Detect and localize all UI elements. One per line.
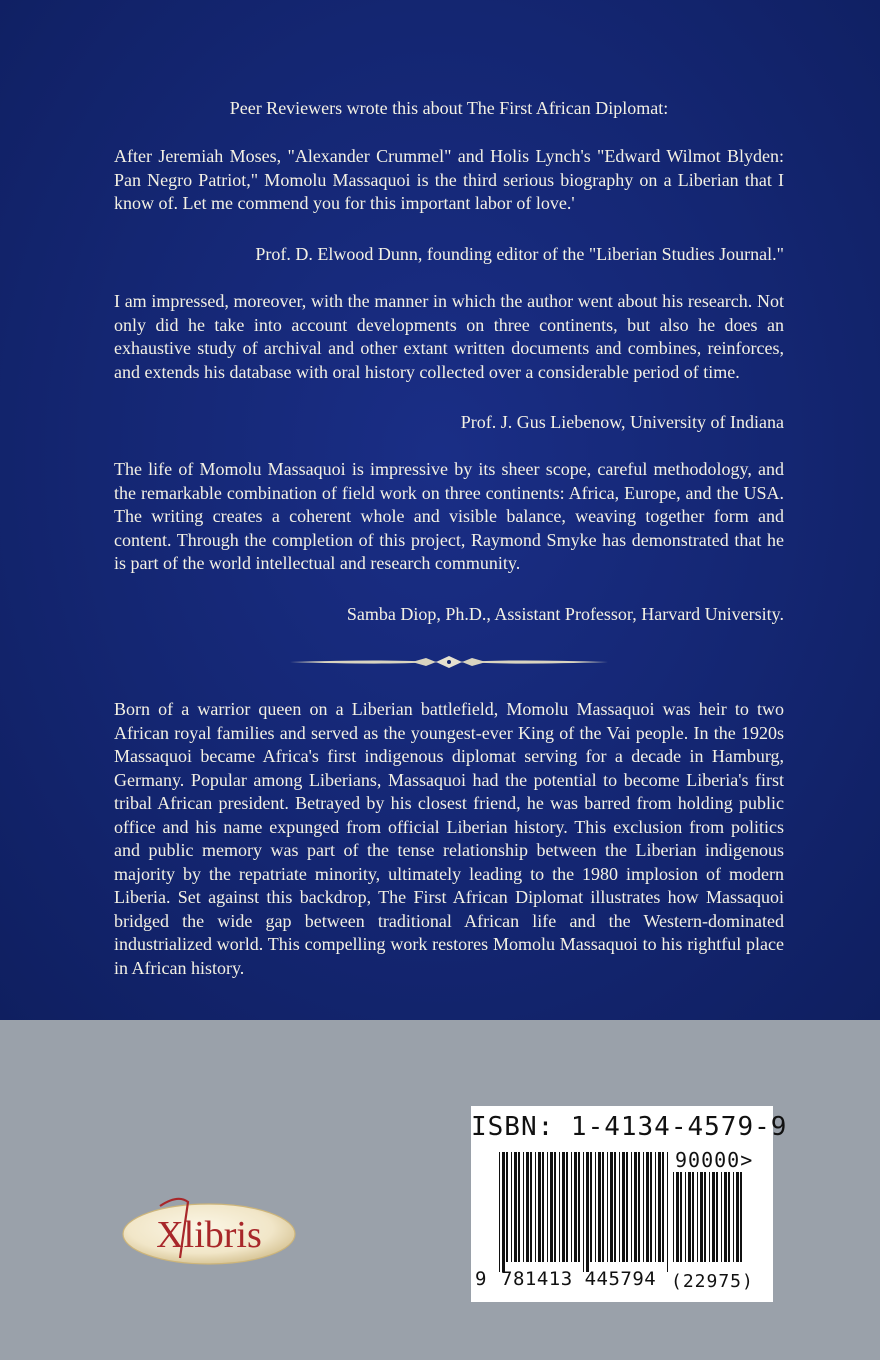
barcode-bar — [724, 1172, 727, 1262]
barcode-bar — [736, 1172, 739, 1262]
barcode-bar — [658, 1152, 661, 1262]
barcode-bar — [571, 1152, 572, 1262]
barcode-bar — [667, 1152, 668, 1272]
barcode-bar — [643, 1152, 644, 1262]
barcode-bar — [650, 1152, 652, 1262]
barcode-bar — [709, 1172, 710, 1262]
barcode-bar — [638, 1152, 640, 1262]
barcode-bar — [740, 1172, 742, 1262]
xlibris-logo-text: Xlibris — [156, 1214, 262, 1256]
barcode-bar — [646, 1152, 649, 1262]
isbn-barcode — [471, 1106, 788, 1302]
review-attribution-1: Prof. D. Elwood Dunn, founding editor of the "Liberian Studies Journal." — [255, 244, 784, 264]
barcode-bar — [610, 1152, 613, 1262]
isbn-number: ISBN: 1-4134-4579-9 — [471, 1112, 788, 1142]
barcode-bar — [680, 1172, 682, 1262]
ean13-bars — [499, 1152, 671, 1272]
review-quote-3: The life of Momolu Massaquoi is impressive by its sheer scope, careful methodology, and the remarkable combination of field work on three continents: Africa, Europe, and the USA. The writing creates a coherent whole and visible balance, weaving together form and content. Through the completion of this project, Raymond Smyke has demonstrated that he is part of the world intellectual and research community. — [114, 459, 784, 573]
barcode-bar — [602, 1152, 604, 1262]
barcode-bar — [550, 1152, 553, 1262]
barcode-bar — [728, 1172, 730, 1262]
barcode-bar — [523, 1152, 524, 1262]
xlibris-logo — [118, 1192, 300, 1268]
barcode-bar — [697, 1172, 698, 1262]
barcode-bar — [511, 1152, 512, 1262]
addon-bars — [673, 1172, 745, 1272]
barcode-bar — [535, 1152, 536, 1262]
barcode-bar — [704, 1172, 706, 1262]
reviews-intro: Peer Reviewers wrote this about The First African Diplomat: — [229, 98, 669, 118]
barcode-bar — [583, 1152, 584, 1272]
barcode-bar — [506, 1152, 508, 1262]
barcode-bar — [590, 1152, 592, 1262]
barcode-bar — [554, 1152, 556, 1262]
barcode-bar — [578, 1152, 580, 1262]
barcode-bar — [712, 1172, 715, 1262]
barcode-bar — [526, 1152, 529, 1262]
review-attribution-3: Samba Diop, Ph.D., Assistant Professor, Harvard University. — [346, 604, 784, 624]
barcode-addon-code: (22975) — [671, 1271, 754, 1292]
barcode-bar — [607, 1152, 608, 1262]
barcode-bar — [622, 1152, 625, 1262]
barcode-bar — [700, 1172, 703, 1262]
barcode-bar — [692, 1172, 694, 1262]
barcode-bar — [530, 1152, 532, 1262]
barcode-bar — [614, 1152, 616, 1262]
barcode-bar — [716, 1172, 718, 1262]
barcode-bar — [514, 1152, 517, 1262]
barcode-bar — [562, 1152, 565, 1262]
barcode-bar — [538, 1152, 541, 1262]
review-quote-1: After Jeremiah Moses, "Alexander Crummel" and Holis Lynch's "Edward Wilmot Blyden: Pan Negro Patriot," Momolu Massaquoi is the third serious biography on a Liberian that I know of. Let me commend you for this important labor of love.' — [114, 146, 784, 213]
barcode-addon-price: 90000> — [675, 1148, 754, 1172]
barcode-bar — [502, 1152, 505, 1272]
review-quote-2: I am impressed, moreover, with the manner in which the author went about his research. Not only did he take into account developments on three continents, but also he does an exhaustive study of archival and other extant written documents and combines, reinforces, and extends his database with oral history collected over a considerable period of time. — [114, 291, 784, 382]
barcode-bar — [574, 1152, 577, 1262]
barcode-bar — [598, 1152, 601, 1262]
barcode-bar — [518, 1152, 520, 1262]
barcode-bar — [685, 1172, 686, 1262]
barcode-bar — [655, 1152, 656, 1262]
barcode-bar — [662, 1152, 664, 1262]
barcode-bar — [547, 1152, 548, 1262]
barcode-bar — [631, 1152, 632, 1262]
barcode-bar — [721, 1172, 722, 1262]
book-description: Born of a warrior queen on a Liberian battlefield, Momolu Massaquoi was heir to two African royal families and served as the youngest-ever King of the Vai people. In the 1920s Massaquoi became Africa's first indigenous diplomat serving for a decade in Hamburg, Germany. Popular among Liberians, Massaquoi had the potential to become Liberia's first tribal African president. Betrayed by his closest friend, he was barred from holding public office and his name expunged from official Liberian history. This exclusion from politics and public memory was part of the tense relationship between the Liberian indigenous majority by the repatriate minority, ultimately leading to the 1980 implosion of modern Liberia. Set against this backdrop, The First African Diplomat illustrates how Massaquoi bridged the wide gap between traditional African life and the Western-dominated industrialized world. This compelling work restores Momolu Massaquoi to his rightful place in African history. — [114, 699, 784, 978]
barcode-bar — [595, 1152, 596, 1262]
ornamental-divider — [288, 654, 610, 670]
barcode-bar — [619, 1152, 620, 1262]
barcode-bar — [586, 1152, 589, 1272]
barcode-bar — [733, 1172, 734, 1262]
barcode-bar — [626, 1152, 628, 1262]
barcode-bar — [566, 1152, 568, 1262]
barcode-bar — [673, 1172, 674, 1262]
barcode-bar — [676, 1172, 679, 1262]
ean-digits: 781413 445794 — [501, 1268, 657, 1290]
barcode-bar — [542, 1152, 544, 1262]
ean-first-digit: 9 — [475, 1268, 487, 1290]
barcode-bar — [559, 1152, 560, 1262]
barcode-bar — [499, 1152, 500, 1272]
barcode-bar — [634, 1152, 637, 1262]
barcode-bar — [688, 1172, 691, 1262]
review-attribution-2: Prof. J. Gus Liebenow, University of Indiana — [460, 412, 784, 432]
